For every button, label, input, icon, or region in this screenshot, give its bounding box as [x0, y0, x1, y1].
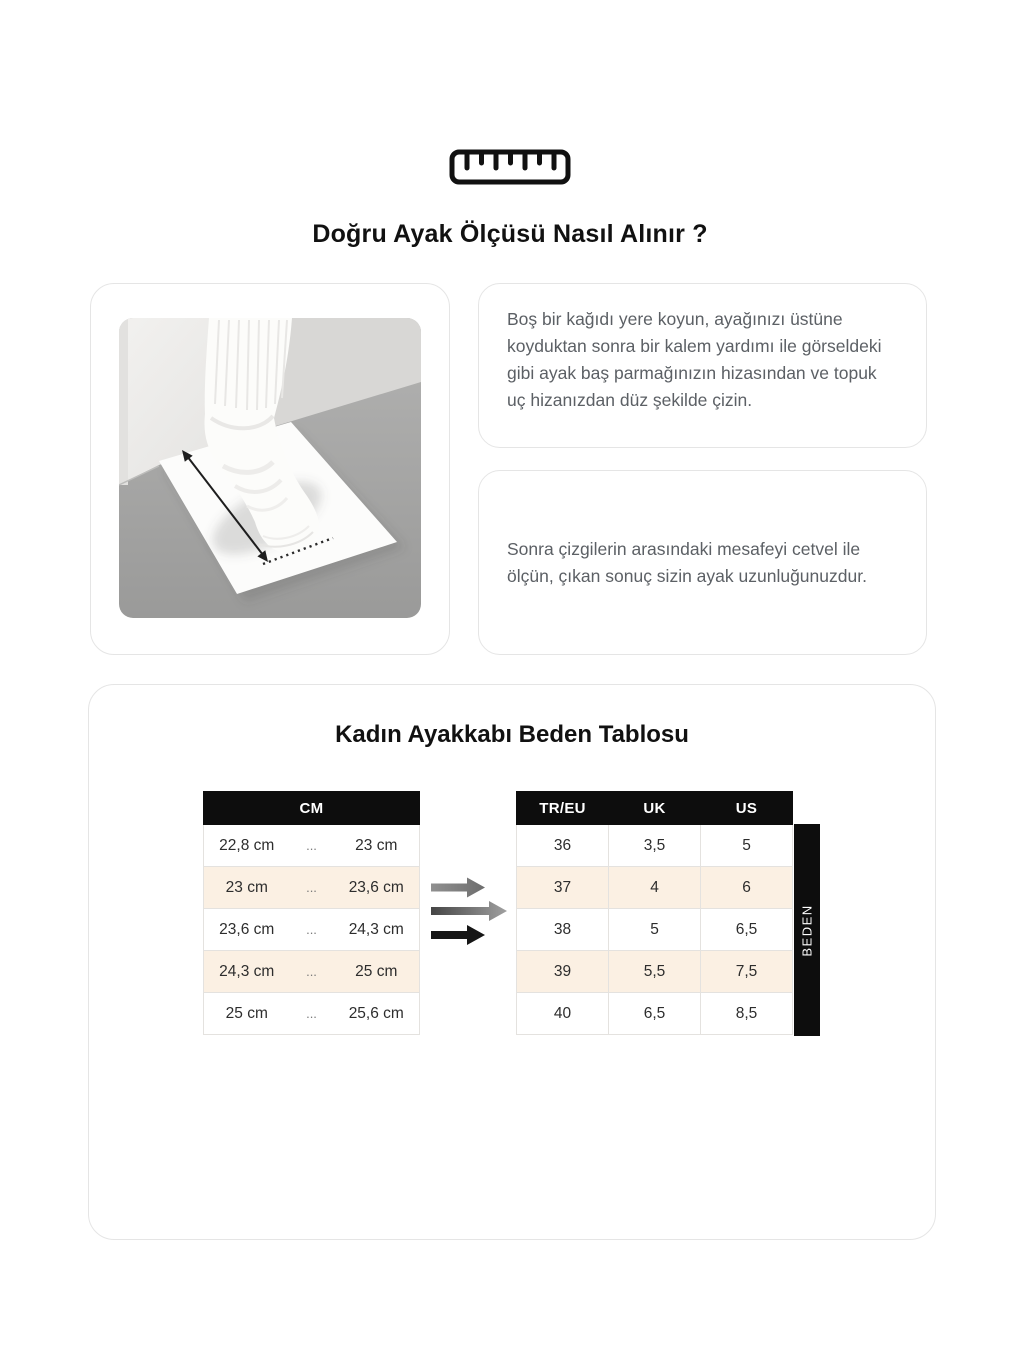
beden-side-label [794, 824, 820, 1036]
table-row: 37 4 6 [517, 867, 793, 909]
table-row: 36 3,5 5 [517, 825, 793, 867]
page-title: Doğru Ayak Ölçüsü Nasıl Alınır ? [312, 220, 708, 248]
table-row: 40 6,5 8,5 [517, 993, 793, 1035]
table-row: 23 cm ... 23,6 cm [204, 867, 420, 909]
beden-side-label-text: BEDEN [799, 903, 815, 957]
instruction-step-2-text: Sonra çizgilerin arasındaki mesafeyi cetvel ile ölçün, çıkan sonuç sizin ayak uzunluğunuzdur. [507, 538, 867, 586]
cm-table [203, 791, 420, 1035]
instruction-step-1 [478, 283, 927, 448]
table-row: 24,3 cm ... 25 cm [204, 951, 420, 993]
table-row: 39 5,5 7,5 [517, 951, 793, 993]
table-row: 25 cm ... 25,6 cm [204, 993, 420, 1035]
instruction-step-2 [478, 470, 927, 655]
table-row: 38 5 6,5 [517, 909, 793, 951]
ruler-icon [449, 149, 571, 185]
foot-on-paper-photo [119, 318, 421, 618]
instruction-step-1-text: Boş bir kağıdı yere koyun, ayağınızı üstüne koyduktan sonra bir kalem yardımı ile görseldeki gibi ayak baş parmağınızın hizasından ve topuk uç hizanızdan düz şekilde çizin. [507, 309, 882, 410]
size-chart-card [88, 684, 936, 1240]
international-size-table [516, 791, 793, 1035]
table-row: 23,6 cm ... 24,3 cm [204, 909, 420, 951]
table-header-row: TR/EU UK US [517, 792, 793, 825]
table-row: 22,8 cm ... 23 cm [204, 825, 420, 867]
size-chart-title: Kadın Ayakkabı Beden Tablosu [335, 721, 689, 748]
triple-arrow-right-icon [431, 875, 511, 947]
measurement-photo-card [90, 283, 450, 655]
cm-table-header: CM [204, 792, 420, 825]
